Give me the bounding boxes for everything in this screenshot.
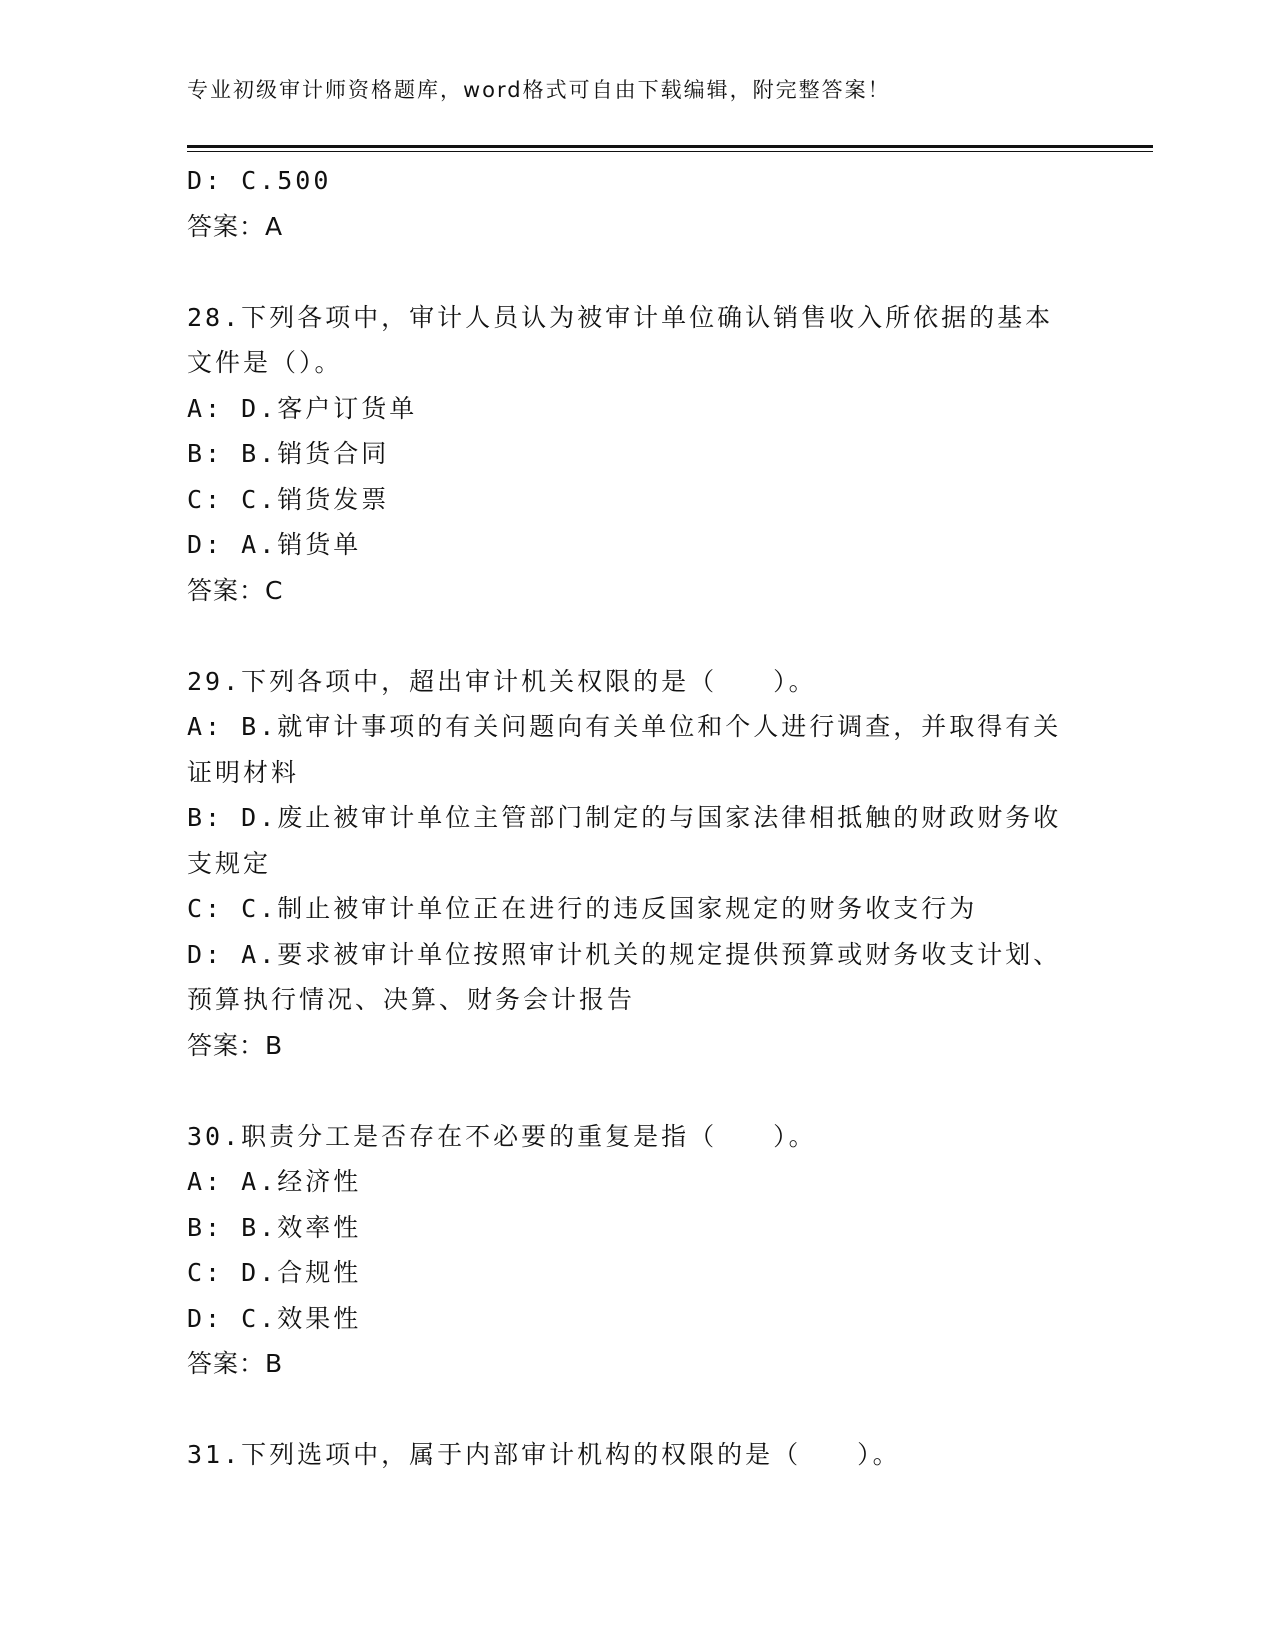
q28-option-c: C: C.销货发票	[187, 484, 390, 514]
spacer	[187, 1068, 1087, 1114]
question-content	[187, 158, 1087, 1478]
q30-option-c: C: D.合规性	[187, 1258, 362, 1287]
q30-option-b: B: B.效率性	[187, 1212, 362, 1242]
q30-answer: 答案：B	[187, 1349, 284, 1378]
q29-option-d-line2: 预算执行情况、决算、财务会计报告	[187, 985, 636, 1014]
q28-answer: 答案：C	[187, 575, 284, 605]
q30-option-a: A: A.经济性	[187, 1167, 362, 1196]
q31-stem: 31.下列选项中，属于内部审计机构的权限的是（ ）。	[187, 1440, 901, 1469]
spacer	[187, 249, 1087, 295]
q29-answer: 答案：B	[187, 1030, 284, 1060]
q29-option-c: C: C.制止被审计单位正在进行的违反国家规定的财务收支行为	[187, 894, 978, 923]
q28-option-b: B: B.销货合同	[187, 439, 390, 468]
q28-stem-line2: 文件是（）。	[187, 348, 343, 377]
q29-option-d-line1: D: A.要求被审计单位按照审计机关的规定提供预算或财务收支计划、	[187, 939, 1062, 969]
prev-option-d: D: C.500	[187, 166, 332, 195]
q29-option-b-line1: B: D.废止被审计单位主管部门制定的与国家法律相抵触的财政财务收	[187, 803, 1062, 832]
spacer	[187, 1387, 1087, 1433]
q29-option-a-line1: A: B.就审计事项的有关问题向有关单位和个人进行调查，并取得有关	[187, 712, 1062, 741]
spacer	[187, 613, 1087, 659]
q30-stem: 30.职责分工是否存在不必要的重复是指（ ）。	[187, 1121, 817, 1151]
header-rule-thin	[187, 151, 1153, 152]
q30-option-d: D: C.效果性	[187, 1303, 362, 1333]
q28-option-d: D: A.销货单	[187, 530, 362, 559]
q29-stem: 29.下列各项中，超出审计机关权限的是（ ）。	[187, 666, 817, 696]
header-rule-thick	[187, 145, 1153, 148]
page-header: 专业初级审计师资格题库，word格式可自由下载编辑，附完整答案！	[187, 78, 891, 102]
q28-option-a: A: D.客户订货单	[187, 393, 418, 423]
prev-answer: 答案：A	[187, 211, 284, 241]
q29-option-b-line2: 支规定	[187, 848, 272, 878]
q28-stem-line1: 28.下列各项中，审计人员认为被审计单位确认销售收入所依据的基本	[187, 302, 1054, 332]
q29-option-a-line2: 证明材料	[187, 757, 300, 787]
